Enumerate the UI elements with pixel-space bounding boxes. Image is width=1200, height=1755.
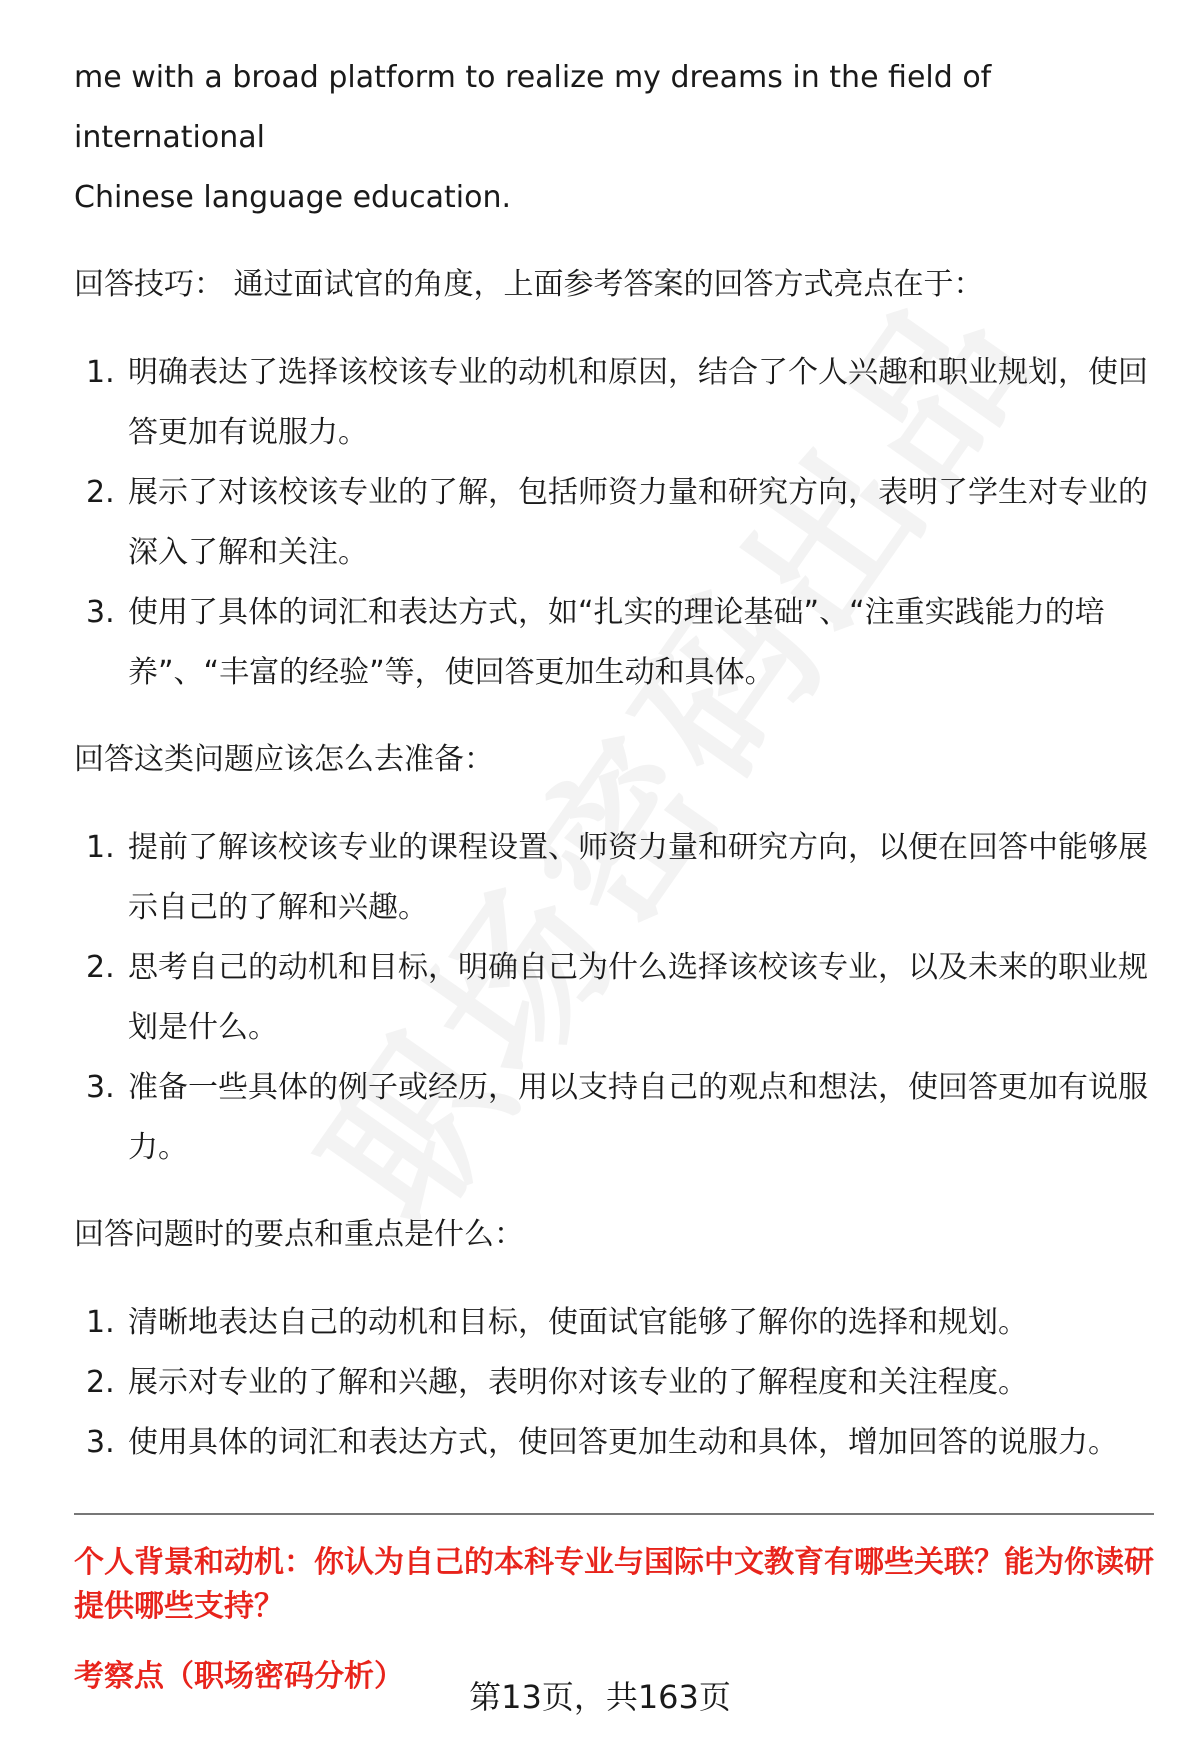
section-heading: 回答这类问题应该怎么去准备： xyxy=(74,742,494,777)
page-content xyxy=(74,48,1154,1699)
list-item xyxy=(74,1293,1154,1353)
numbered-list xyxy=(74,818,1154,1178)
list-number: 3. xyxy=(86,595,115,630)
section-heading: 回答问题时的要点和重点是什么： xyxy=(74,1217,524,1252)
list-number: 2. xyxy=(86,1365,115,1400)
next-question-subheading: 考察点（职场密码分析） xyxy=(74,1659,404,1694)
next-question-title: 个人背景和动机：你认为自己的本科专业与国际中文教育有哪些关联？能为你读研提供哪些支持？ xyxy=(74,1545,1154,1624)
list-item xyxy=(74,938,1154,1058)
intro-line: me with a broad platform to realize my dreams in the field of international xyxy=(74,60,992,155)
list-number: 2. xyxy=(86,950,115,985)
list-number: 3. xyxy=(86,1425,115,1460)
list-item xyxy=(74,463,1154,583)
list-item xyxy=(74,818,1154,938)
list-item-text: 明确表达了选择该校该专业的动机和原因，结合了个人兴趣和职业规划，使回答更加有说服力。 xyxy=(128,355,1148,450)
list-number: 3. xyxy=(86,1070,115,1105)
numbered-list xyxy=(74,1293,1154,1473)
list-item-text: 提前了解该校该专业的课程设置、师资力量和研究方向，以便在回答中能够展示自己的了解和兴趣。 xyxy=(128,830,1148,925)
list-item xyxy=(74,1413,1154,1473)
list-number: 1. xyxy=(86,1305,115,1340)
list-number: 1. xyxy=(86,355,115,390)
list-item xyxy=(74,343,1154,463)
list-item-text: 使用具体的词汇和表达方式，使回答更加生动和具体，增加回答的说服力。 xyxy=(128,1425,1118,1460)
list-item xyxy=(74,1353,1154,1413)
page-footer: 第13页，共163页 xyxy=(469,1678,731,1716)
list-number: 2. xyxy=(86,475,115,510)
intro-line: Chinese language education. xyxy=(74,180,511,215)
list-item-text: 展示了对该校该专业的了解，包括师资力量和研究方向，表明了学生对专业的深入了解和关注。 xyxy=(128,475,1148,570)
list-item xyxy=(74,583,1154,703)
list-item-text: 使用了具体的词汇和表达方式，如“扎实的理论基础”、“注重实践能力的培养”、“丰富的经验”等，使回答更加生动和具体。 xyxy=(128,595,1105,690)
section-heading: 回答技巧： 通过面试官的角度，上面参考答案的回答方式亮点在于： xyxy=(74,267,984,302)
section-divider xyxy=(74,1513,1154,1515)
list-item-text: 展示对专业的了解和兴趣，表明你对该专业的了解程度和关注程度。 xyxy=(128,1365,1028,1400)
numbered-list xyxy=(74,343,1154,703)
list-item-text: 准备一些具体的例子或经历，用以支持自己的观点和想法，使回答更加有说服力。 xyxy=(128,1070,1148,1165)
list-number: 1. xyxy=(86,830,115,865)
list-item-text: 思考自己的动机和目标，明确自己为什么选择该校该专业，以及未来的职业规划是什么。 xyxy=(128,950,1148,1045)
list-item xyxy=(74,1058,1154,1178)
list-item-text: 清晰地表达自己的动机和目标，使面试官能够了解你的选择和规划。 xyxy=(128,1305,1028,1340)
